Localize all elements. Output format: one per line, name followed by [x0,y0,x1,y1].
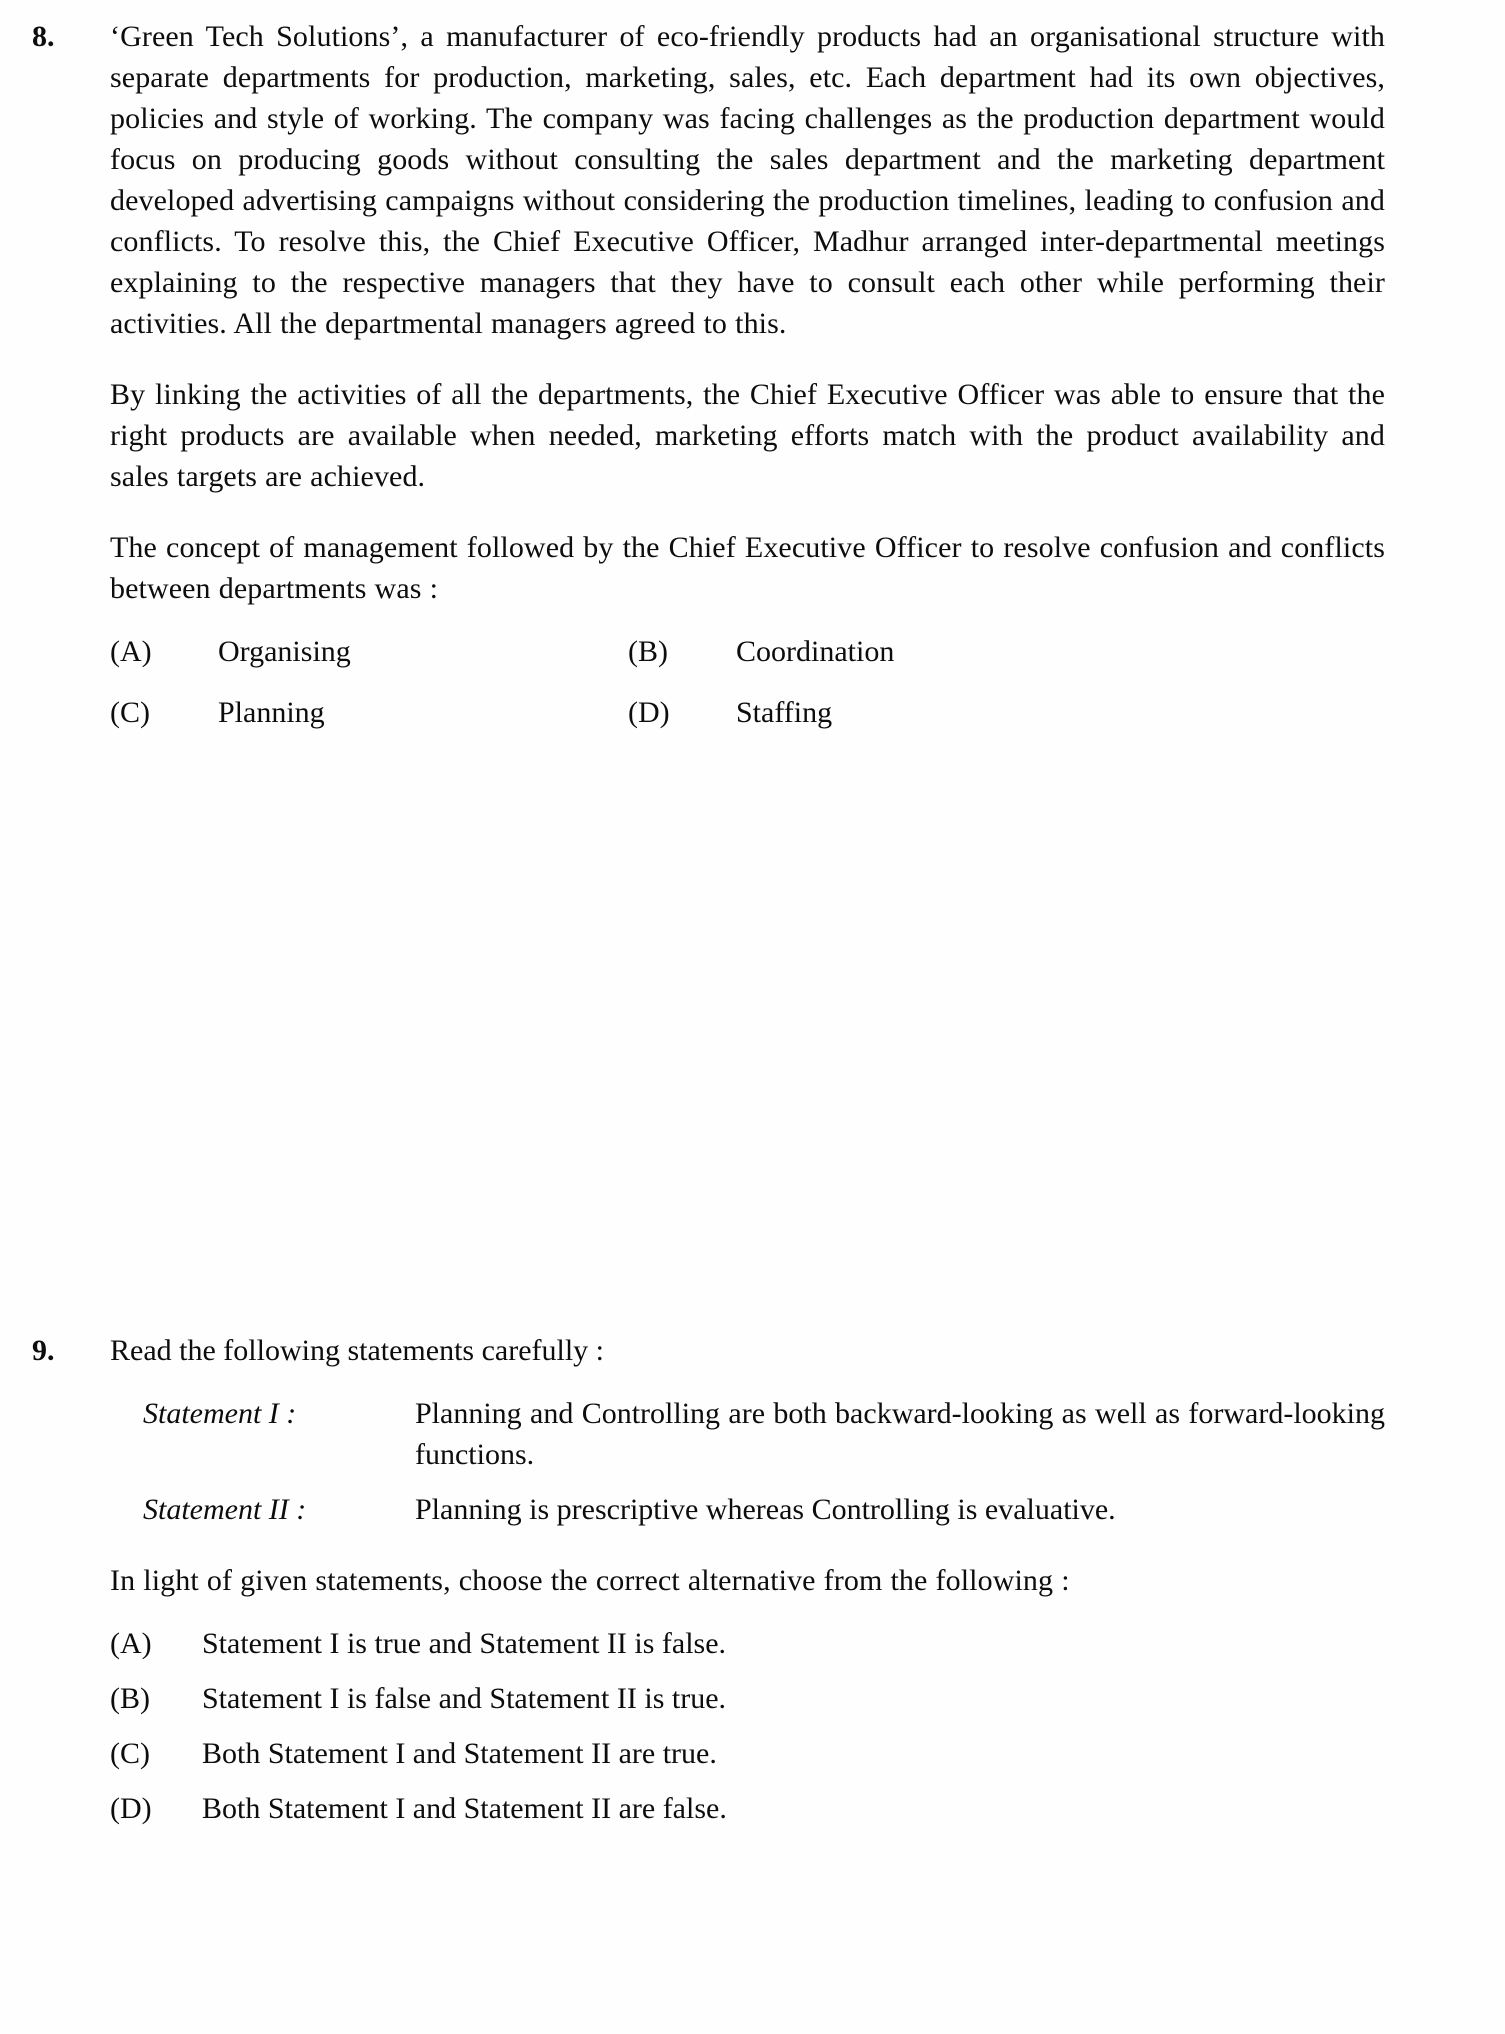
question-9-body [110,1330,1385,1843]
question-8-options [110,631,1385,753]
question-9-instruction: In light of given statements, choose the correct alternative from the following : [110,1564,1070,1597]
question-9-option-a[interactable] [110,1623,1385,1678]
question-8-option-b-label: Coordination [736,635,895,668]
question-8-stem: The concept of management followed by the Chief Executive Officer to resolve confusion and conflicts between departments was : [110,531,1385,605]
question-9-statement-1 [110,1393,1385,1475]
question-9-statement-2 [110,1489,1385,1530]
question-8-number: 8. [32,20,55,53]
question-8-option-c[interactable] [110,692,325,733]
question-8-option-row-2 [110,692,1385,753]
question-8-option-row-1 [110,631,1385,692]
question-8-option-c-tag: (C) [110,696,150,729]
question-9-option-d-label: Both Statement I and Statement II are false. [202,1792,727,1825]
question-8-option-d[interactable] [628,692,832,733]
question-8-option-a[interactable] [110,631,351,672]
question-9-option-b-tag: (B) [110,1682,150,1715]
question-9-statement-1-text: Planning and Controlling are both backward-looking as well as forward-looking functions. [415,1397,1385,1471]
question-9-option-d-tag: (D) [110,1792,152,1825]
question-9-option-c[interactable] [110,1733,1385,1788]
question-8-paragraph-1: ‘Green Tech Solutions’, a manufacturer of eco-friendly products had an organisational structure with separate departments for production, marketing, sales, etc. Each department had its own objectives, policies and style of working. The company was facing challenges as the production department would focus on producing goods without consulting the sales department and the marketing department developed advertising campaigns without considering the production timelines, leading to confusion and conflicts. To resolve this, the Chief Executive Officer, Madhur arranged inter-departmental meetings explaining to the respective managers that they have to consult each other while performing their activities. All the departmental managers agreed to this. [110,20,1385,340]
question-8-option-a-tag: (A) [110,635,152,668]
question-8-paragraph-2: By linking the activities of all the departments, the Chief Executive Officer was able to ensure that the right products are available when needed, marketing efforts match with the product availability and sales targets are achieved. [110,378,1385,493]
question-9-option-b[interactable] [110,1678,1385,1733]
question-8-option-d-tag: (D) [628,696,670,729]
question-8-option-b-tag: (B) [628,635,668,668]
question-9-option-a-tag: (A) [110,1627,152,1660]
question-8-option-a-label: Organising [218,635,351,668]
question-9-number: 9. [32,1334,55,1367]
question-9-option-d[interactable] [110,1788,1385,1843]
question-9-statement-1-label: Statement I : [143,1397,297,1430]
question-9-option-c-tag: (C) [110,1737,150,1770]
question-8-option-c-label: Planning [218,696,325,729]
question-8-option-b[interactable] [628,631,894,672]
question-9-option-b-label: Statement I is false and Statement II is true. [202,1682,727,1715]
question-9-statement-2-text: Planning is prescriptive whereas Controlling is evaluative. [415,1493,1116,1526]
question-9-lead: Read the following statements carefully : [110,1334,605,1367]
question-8-body [110,16,1385,753]
question-9-option-c-label: Both Statement I and Statement II are true. [202,1737,717,1770]
question-9-option-a-label: Statement I is true and Statement II is false. [202,1627,727,1660]
question-9-statement-2-label: Statement II : [143,1493,307,1526]
question-9-options [110,1623,1385,1843]
question-8-option-d-label: Staffing [736,696,833,729]
